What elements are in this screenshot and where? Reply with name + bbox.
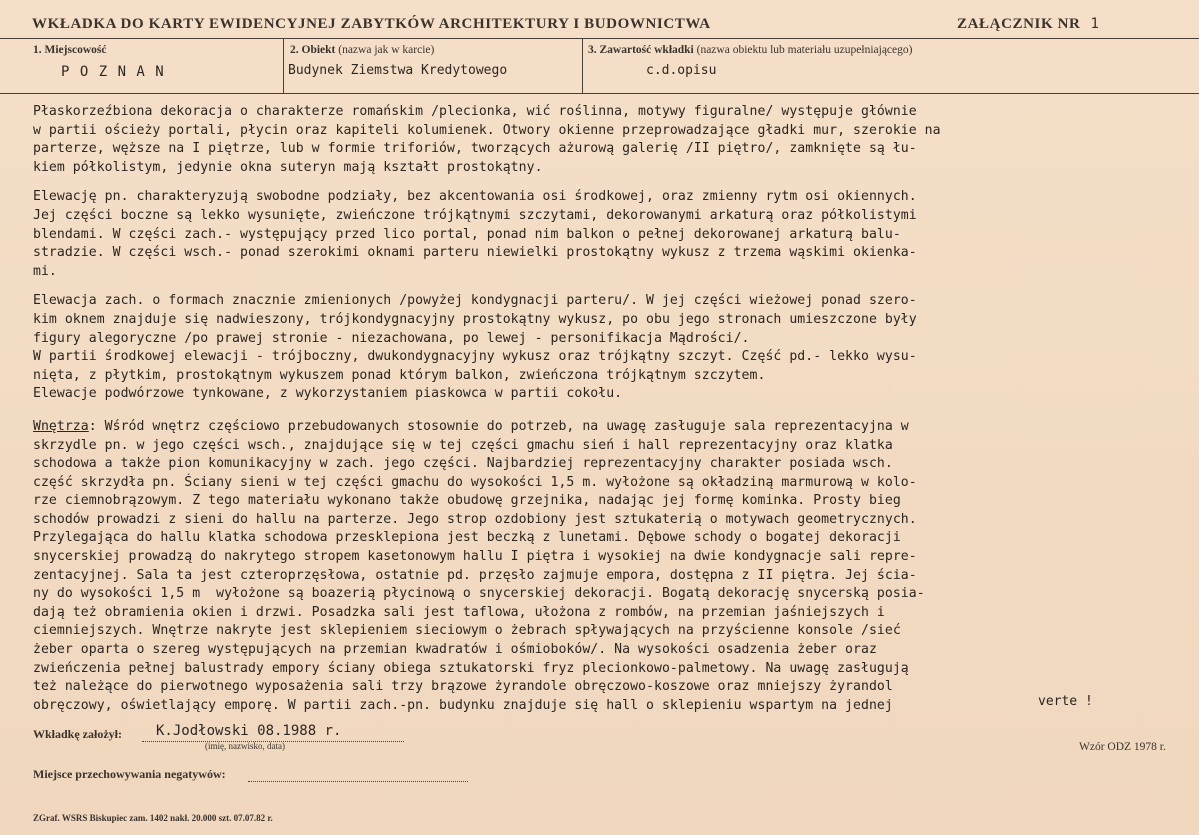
text-line: Elewację pn. charakteryzują swobodne podziały, bez akcentowania osi środkowej, oraz zmienny rytm osi okiennych. — [33, 189, 917, 205]
place-value: P O Z N A N — [61, 64, 165, 80]
text-line: też należące do pierwotnego wyposażenia sali trzy brązowe żyrandole obręczowo-koszowe oraz mniejszy żyrandol — [33, 679, 893, 695]
text-line: żeber oparta o szereg występujących na przemian kwadratów i ośmioboków/. Na wysokości osadzenia żeber oraz — [33, 642, 877, 658]
annex-label — [957, 16, 1100, 33]
text-line: ciemniejszych. Wnętrze nakryte jest sklepieniem sieciowym o żebrach spływających na przyścienne konsole /sieć — [33, 623, 901, 639]
interiors-heading: Wnętrza — [33, 418, 89, 434]
paragraph-west-elevation — [33, 292, 1188, 404]
paragraph-interiors — [33, 418, 1188, 716]
header-rule-top — [0, 38, 1199, 39]
text-line: ny do wysokości 1,5 m wyłożone są boazerią płycinową o snycerskiej dekoracji. Bogatą dekorację snycerską posia- — [33, 586, 925, 602]
text-line: schodowa a także pion komunikacyjny w zach. jego części. Najbardziej reprezentacyjny charakter posiada wsch. — [33, 456, 893, 472]
paragraph-decoration — [33, 103, 1188, 177]
object-label-text: 2. Obiekt — [290, 44, 336, 56]
print-info: ZGraf. WSRS Biskupiec zam. 1402 nakł. 20.000 szt. 07.07.82 r. — [33, 813, 273, 823]
text-line — [33, 418, 1188, 437]
text-line: kim oknem znajduje się nadwieszony, trójkondygnacyjny prostokątny wykusz, po obu jego stronach umieszczone były — [33, 311, 917, 327]
text-line: nięta, z płytkim, prostokątnym wykuszem ponad którym balkon, zwieńczona trójkątnym szczytem. — [33, 367, 766, 383]
content-label-hint: (nazwa obiektu lub materiału uzupełniającego) — [696, 44, 913, 56]
founded-label: Wkładkę założył: — [33, 727, 122, 741]
content-label-text: 3. Zawartość wkładki — [588, 44, 694, 56]
text-line: część skrzydła pn. Ściany sieni w tej części gmachu do wysokości 1,5 m. wyłożone są okładziną marmurową w kolo- — [33, 474, 917, 490]
object-value: Budynek Ziemstwa Kredytowego — [288, 63, 508, 78]
interiors-first-line: : Wśród wnętrz częściowo przebudowanych stosownie do potrzeb, na uwagę zasługuje sala reprezentacyjna w — [88, 418, 909, 434]
text-line: Elewacja zach. o formach znacznie zmienionych /powyżej kondygnacji parteru/. W jej części wieżowej ponad szero- — [33, 293, 917, 309]
field-divider-2 — [582, 38, 583, 93]
text-line: Przylegająca do hallu klatka schodowa przesklepiona jest beczką z lunetami. Dębowe schody o bogatej dekoracji — [33, 530, 901, 546]
text-line: Jej części boczne są lekko wysunięte, zwieńczone trójkątnymi szczytami, dekorowanymi arkaturą oraz półkolistymi — [33, 207, 917, 223]
text-line: rze ciemnobrązowym. Z tego materiału wykonano także obudowę grzejnika, nadając jej formę kominka. Prosty bieg — [33, 493, 901, 509]
object-label-hint: (nazwa jak w karcie) — [338, 44, 435, 56]
text-line: schodów prowadzi z sieni do hallu na parterze. Jego strop ozdobiony jest sztukaterią o motywach geometrycznych. — [33, 511, 917, 527]
verte-note: verte ! — [1038, 694, 1093, 709]
text-line: skrzydle pn. w jego części wsch., znajdujące się w tej części gmachu sień i hall reprezentacyjny oraz klatka — [33, 437, 893, 453]
text-line: w partii ościeży portali, płycin oraz kapiteli kolumienek. Otwory okienne przeprowadzające gładki mur, szerokie na — [33, 122, 941, 138]
text-line: zentacyjnej. Sala ta jest czteroprzęsłowa, ostatnie pd. przęsło zajmuje empora, dostępna z II piętra. Jej ścia- — [33, 567, 917, 583]
object-label — [290, 44, 434, 56]
field-divider-1 — [283, 38, 284, 93]
text-line: W partii środkowej elewacji - trójboczny, dwukondygnacyjny wykusz oraz trójkątny szczyt. Część pd.- lekko wysu- — [33, 349, 917, 365]
place-label: 1. Miejscowość — [33, 44, 107, 56]
model-note: Wzór ODZ 1978 r. — [1079, 741, 1166, 753]
form-title: WKŁADKA DO KARTY EWIDENCYJNEJ ZABYTKÓW ARCHITEKTURY I BUDOWNICTWA — [32, 16, 711, 32]
text-line: obręczowy, oświetlający emporę. W partii zach.-pn. budynku znajduje się hall o sklepieniu wspartym na jednej — [33, 697, 893, 713]
text-line: figury alegoryczne /po prawej stronie - niezachowana, po lewej - personifikacja Mądrości/. — [33, 330, 750, 346]
text-line: dają też obramienia okien i drzwi. Posadzka sali jest taflowa, ułożona z rombów, na przemian jaśniejszych i — [33, 604, 885, 620]
text-line: Płaskorzeźbiona dekoracja o charakterze romańskim /plecionka, wić roślinna, motywy figuralne/ występuje głównie — [33, 104, 917, 119]
text-line: parterze, węższe na I piętrze, lub w formie triforiów, tworzących ażurową galerię /II piętro/, zamknięte są łu- — [33, 141, 917, 157]
header-rule-bottom — [0, 93, 1199, 94]
text-line: Elewacje podwórzowe tynkowane, z wykorzystaniem piaskowca w partii cokołu. — [33, 386, 623, 402]
founded-hint: (imię, nazwisko, data) — [205, 741, 285, 751]
text-line: blendami. W części zach.- występujący przed lico portal, ponad nim balkon o pełnej dekorowanej arkaturą balu- — [33, 226, 901, 242]
text-line: zwieńczenia pełnej balustrady empory ściany obiega sztukatorski fryz plecionkowo-palmetowy. Na uwagę zasługują — [33, 660, 909, 676]
paragraph-north-elevation — [33, 188, 1188, 281]
annex-label-text: ZAŁĄCZNIK NR — [957, 16, 1081, 32]
content-value: c.d.opisu — [646, 63, 717, 78]
text-line: snycerskiej prowadzą do nakrytego stropem kasetonowym hallu I piętra i wysokiej na dwie kondygnacje sali repre- — [33, 549, 917, 565]
text-line: mi. — [33, 263, 57, 279]
text-line: kiem półkolistym, jedynie okna suteryn mają kształt prostokątny. — [33, 159, 543, 175]
description-text — [33, 103, 1188, 726]
annex-number: 1 — [1090, 16, 1100, 32]
content-label — [588, 44, 912, 56]
text-line: stradzie. W części wsch.- ponad szerokimi oknami parteru niewielki prostokątny wykusz z trzema wąskimi okienka- — [33, 245, 917, 261]
negatives-dotline — [248, 781, 468, 782]
founded-value: K.Jodłowski 08.1988 r. — [156, 723, 342, 739]
negatives-label: Miejsce przechowywania negatywów: — [33, 767, 226, 781]
